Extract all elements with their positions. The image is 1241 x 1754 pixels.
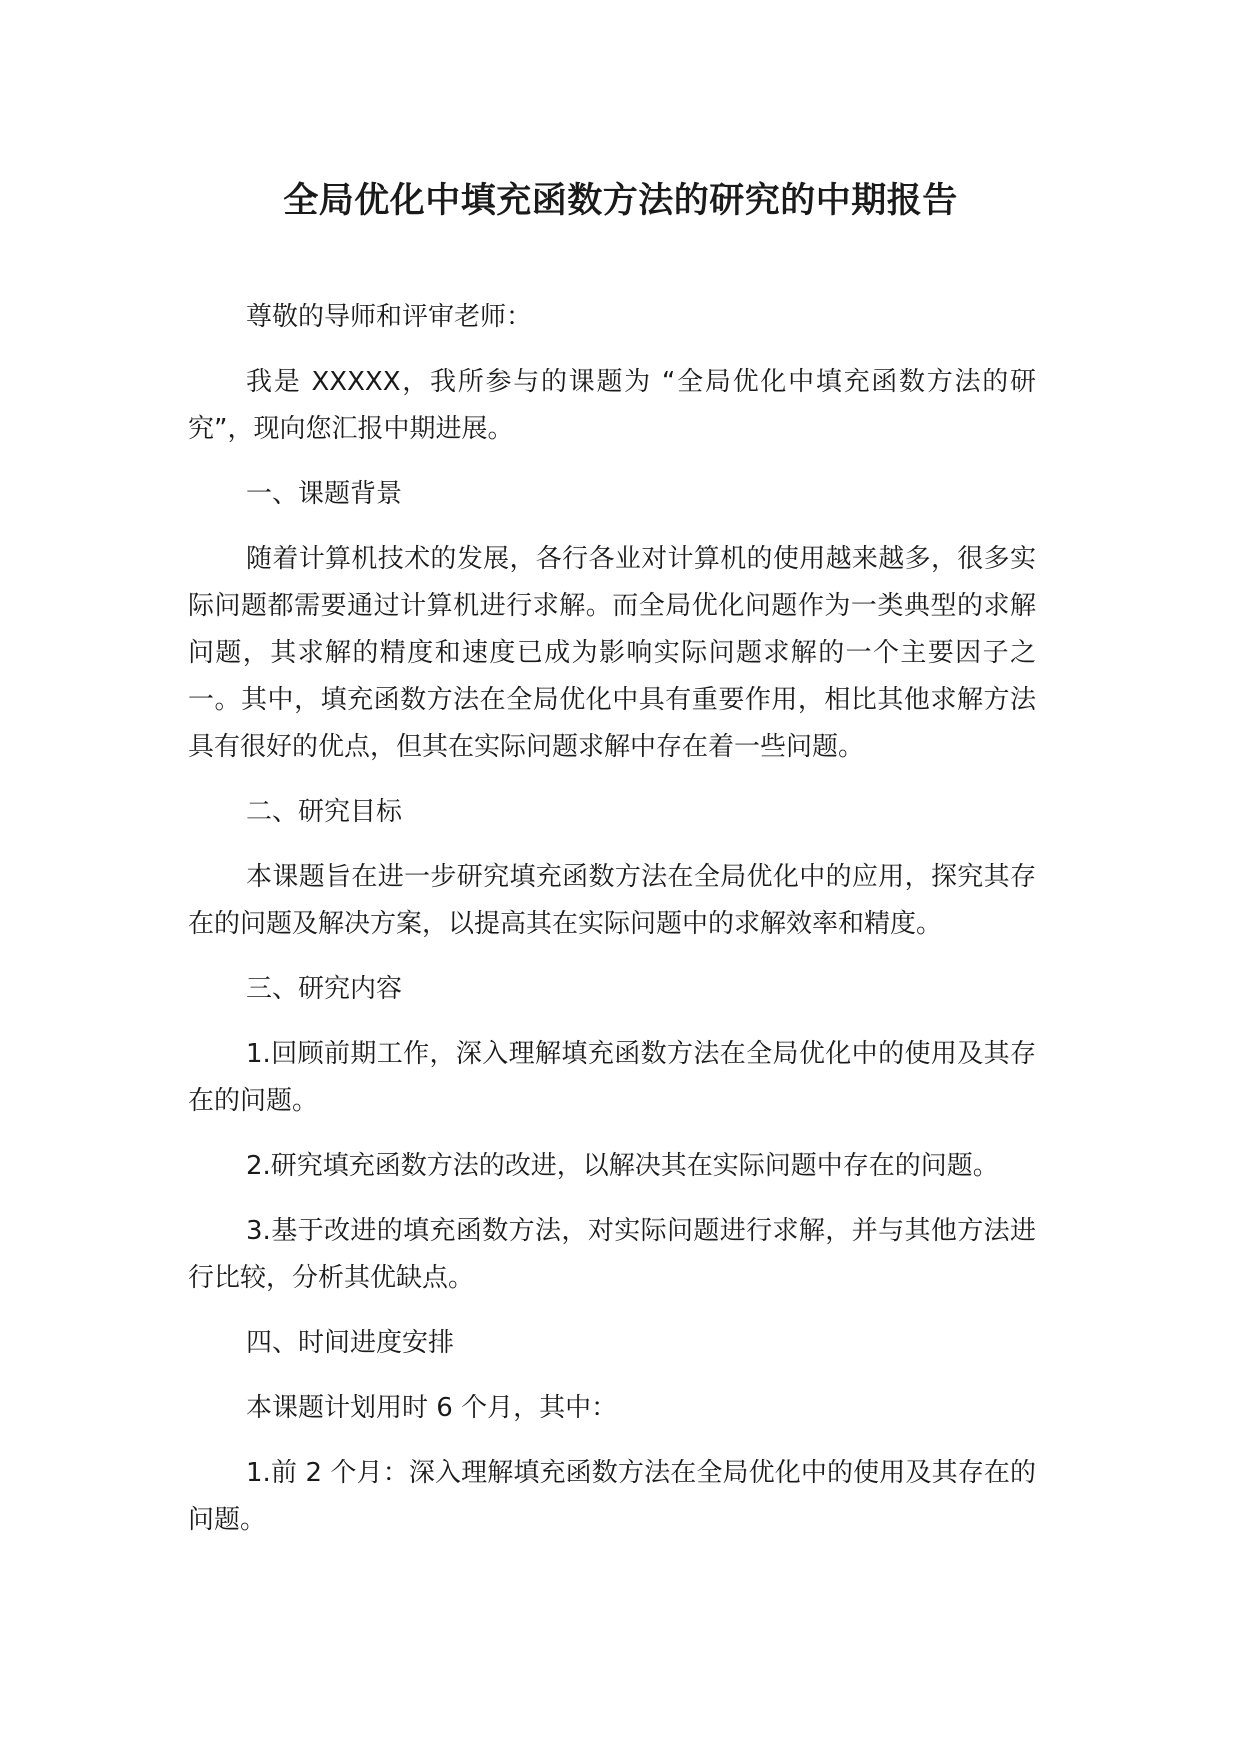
salutation: 尊敬的导师和评审老师： [246, 302, 533, 332]
content-item-3: 3.基于改进的填充函数方法，对实际问题进行求解，并与其他方法进行比较，分析其优缺点。 [188, 1216, 1036, 1293]
document-title: 全局优化中填充函数方法的研究的中期报告 [283, 181, 958, 221]
section-heading-objectives: 二、研究目标 [246, 797, 403, 827]
content-item-2: 2.研究填充函数方法的改进，以解决其在实际问题中存在的问题。 [246, 1151, 999, 1181]
objectives-paragraph: 本课题旨在进一步研究填充函数方法在全局优化中的应用，探究其存在的问题及解决方案，以提高其在实际问题中的求解效率和精度。 [188, 862, 1036, 939]
section-heading-schedule: 四、时间进度安排 [246, 1328, 455, 1358]
background-paragraph: 随着计算机技术的发展，各行各业对计算机的使用越来越多，很多实际问题都需要通过计算机进行求解。而全局优化问题作为一类典型的求解问题，其求解的精度和速度已成为影响实际问题求解的一个主要因子之一。其中，填充函数方法在全局优化中具有重要作用，相比其他求解方法具有很好的优点，但其在实际问题求解中存在着一些问题。 [188, 544, 1036, 762]
schedule-item-1: 1.前 2 个月：深入理解填充函数方法在全局优化中的使用及其存在的问题。 [188, 1458, 1036, 1535]
document-body [188, 294, 1036, 1562]
intro-paragraph: 我是 XXXXX，我所参与的课题为 “全局优化中填充函数方法的研究”，现向您汇报中期进展。 [188, 367, 1036, 444]
section-heading-background: 一、课题背景 [246, 479, 403, 509]
section-heading-content: 三、研究内容 [246, 974, 403, 1004]
schedule-intro: 本课题计划用时 6 个月，其中： [246, 1393, 618, 1423]
content-item-1: 1.回顾前期工作，深入理解填充函数方法在全局优化中的使用及其存在的问题。 [188, 1039, 1036, 1116]
